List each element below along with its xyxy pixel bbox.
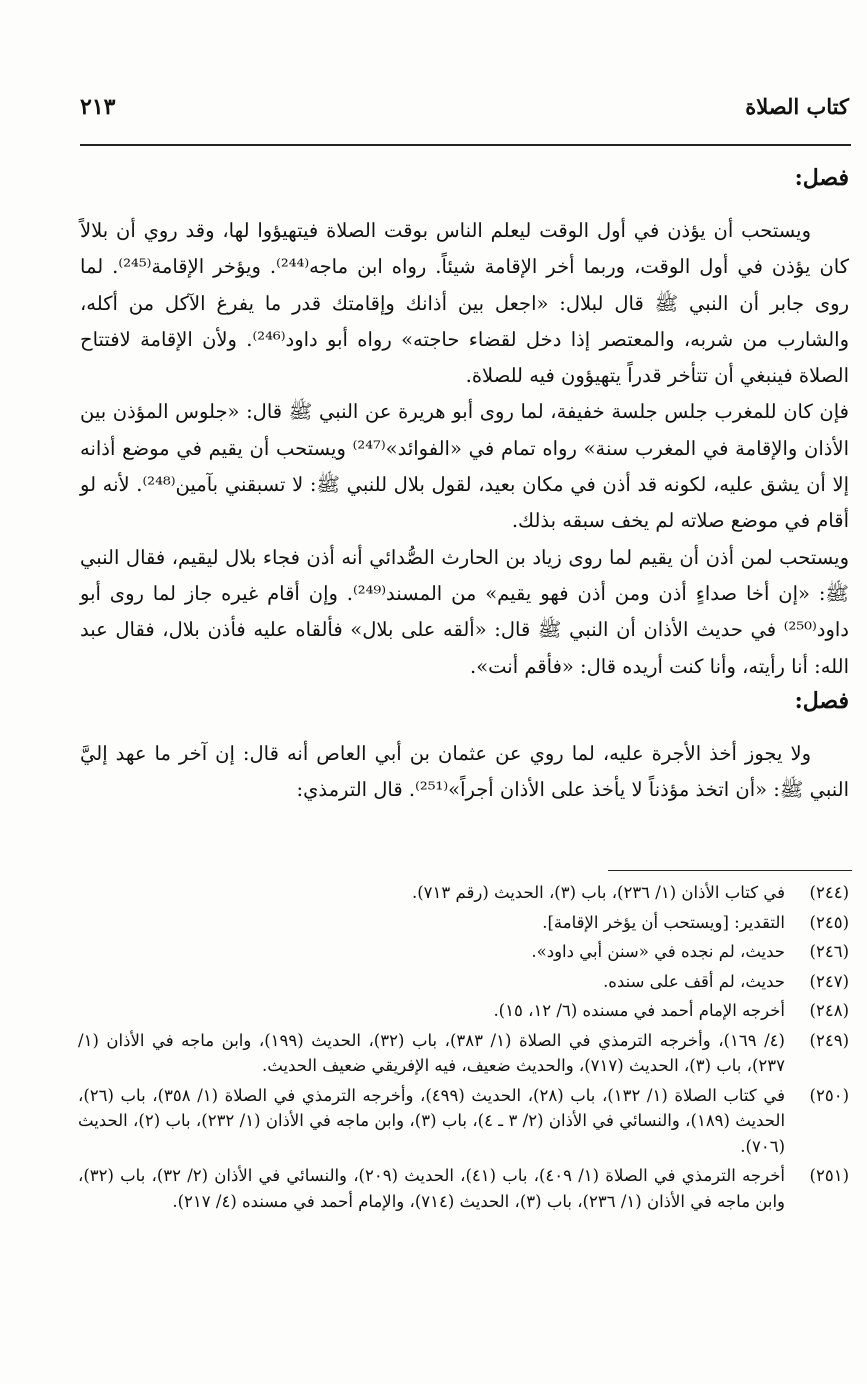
paragraph-adhan-timing: ويستحب أن يؤذن في أول الوقت ليعلم الناس بوقت الصلاة فيتهيؤوا لها، وقد روي أن بلالاً كان يؤذن في أول الوقت، وربما أخر الإقامة شيئاً. رواه ابن ماجه⁽²⁴⁴⁾. ويؤخر الإقامة⁽²⁴⁵⁾. لما روى جابر أن النبي ﷺ قال لبلال: «اجعل بين أذانك وإقامتك قدر ما يفرغ الآكل من أكله، والشارب من شربه، والمعتصر إذا دخل لقضاء حاجته» رواه أبو داود⁽²⁴⁶⁾. ولأن الإقامة لافتتاح الصلاة فينبغي أن تتأخر قدراً يتهيؤون فيه للصلاة. (80, 219, 850, 388)
footnote-number: (٢٥٠) (809, 1085, 849, 1105)
footnote-text: حديث، لم نجده في «سنن أبي داود». (531, 942, 785, 961)
paragraph-adhan-wage: ولا يجوز أخذ الأجرة عليه، لما روي عن عثمان بن أبي العاص أنه قال: إن آخر ما عهد إليَّ النبي ﷺ: «أن اتخذ مؤذناً لا يأخذ على الأذان أجراً»⁽²⁵¹⁾. قال الترمذي: (80, 742, 849, 802)
section-body-1 (80, 213, 849, 685)
footnote-item (78, 880, 849, 906)
footnote-text: أخرجه الإمام أحمد في مسنده (٦/ ١٢، ١٥). (493, 1001, 785, 1020)
header-divider (80, 144, 851, 146)
footnote-text: حديث، لم أقف على سنده. (603, 971, 785, 991)
footnotes (78, 880, 849, 1218)
footnote-item (78, 1163, 849, 1214)
footnote-number: (٢٤٦) (809, 942, 849, 961)
footnote-text: في كتاب الأذان (١/ ٢٣٦)، باب (٣)، الحديث (رقم ٧١٣). (411, 883, 785, 902)
footnote-number: (٢٤٤) (809, 883, 849, 902)
footnote-number: (٢٥١) (809, 1166, 849, 1185)
footnote-item (78, 998, 849, 1024)
footnote-item (78, 910, 849, 936)
paragraph-who-performs-iqama: ويستحب لمن أذن أن يقيم لما روى زياد بن الحارث الصُّدائي أنه أذن فجاء بلال ليقيم، فقال النبي ﷺ: «إن أخا صداءٍ أذن ومن أذن فهو يقيم» من المسند⁽²⁴⁹⁾. وإن أقام غيره جاز لما روى أبو داود⁽²⁵⁰⁾ في حديث الأذان أن النبي ﷺ قال: «ألقه على بلال» فألقاه عليه فأذن بلال، فقال عبد الله: أنا رأيته، وأنا كنت أريده قال: «فأقم أنت». (80, 545, 849, 678)
footnote-divider (608, 870, 852, 871)
section-body-2 (80, 736, 849, 809)
footnote-number: (٢٤٧) (809, 971, 849, 991)
footnote-number: (٢٤٩) (809, 1030, 849, 1050)
running-header (80, 90, 849, 130)
footnote-item (78, 1028, 849, 1079)
footnote-item (78, 969, 849, 995)
footnote-text: التقدير: [ويستحب أن يؤخر الإقامة]. (542, 912, 785, 932)
section-heading-1: فصل: (794, 165, 849, 191)
footnote-text: أخرجه الترمذي في الصلاة (١/ ٤٠٩)، باب (٤١)، الحديث (٢٠٩)، والنسائي في الأذان (٢/ ٣٢)، باب (٣٢)، وابن ماجه في الأذان (١/ ٢٣٦)، باب (٣)، الحديث (٧١٤)، والإمام أحمد في مسنده (٤/ ٢١٧). (78, 1166, 785, 1211)
page-number: ٢١٣ (80, 94, 116, 120)
paragraph-maghrib-sitting: فإن كان للمغرب جلس جلسة خفيفة، لما روى أبو هريرة عن النبي ﷺ قال: «جلوس المؤذن بين الأذان والإقامة في المغرب سنة» رواه تمام في «الفوائد»⁽²⁴⁷⁾ ويستحب أن يقيم في موضع أذانه إلا أن يشق عليه، لكونه قد أذن في مكان بعيد، لقول بلال للنبي ﷺ: لا تسبقني بآمين⁽²⁴⁸⁾. لأنه لو أقام في موضع صلاته لم يخف سبقه بذلك. (80, 400, 849, 533)
section-heading-2: فصل: (794, 688, 849, 714)
footnote-number: (٢٤٨) (809, 1001, 849, 1020)
footnote-text: (٤/ ١٦٩)، وأخرجه الترمذي في الصلاة (١/ ٣٨٣)، باب (٣٢)، الحديث (١٩٩)، وابن ماجه في الأذان (١/ ٢٣٧)، باب (٣)، الحديث (٧١٧)، والحديث ضعيف، فيه الإفريقي ضعيف الحديث. (78, 1030, 785, 1075)
footnote-number: (٢٤٥) (809, 912, 849, 932)
footnote-text: في كتاب الصلاة (١/ ١٣٢)، باب (٢٨)، الحديث (٤٩٩)، وأخرجه الترمذي في الصلاة (١/ ٣٥٨)، باب (٢٦)، الحديث (١٨٩)، والنسائي في الأذان (٢/ ٣ ـ ٤)، باب (٣)، وابن ماجه في الأذان (١/ ٢٣٢)، باب (٢)، الحديث (٧٠٦). (78, 1085, 786, 1156)
footnote-item (78, 1083, 849, 1160)
chapter-title: كتاب الصلاة (745, 94, 849, 119)
footnote-item (78, 939, 849, 965)
